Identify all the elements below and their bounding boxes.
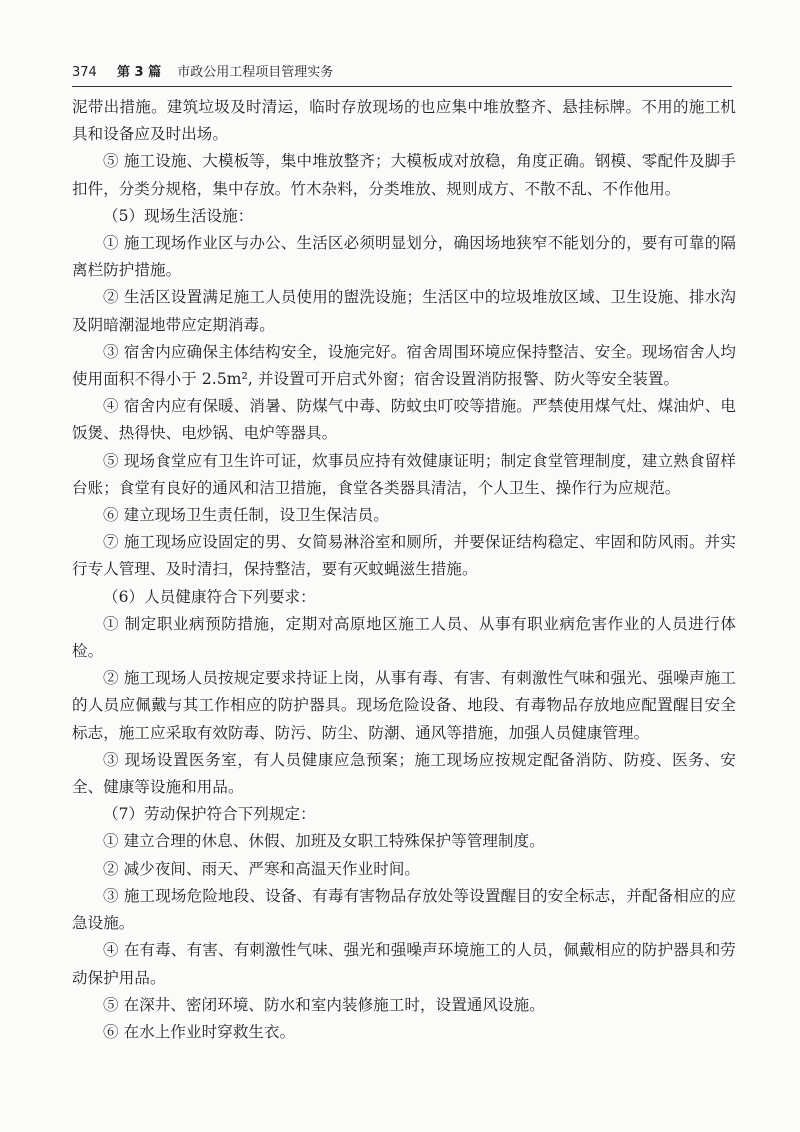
paragraph: ② 施工现场人员按规定要求持证上岗，从事有毒、有害、有刺激性气味和强光、强噪声施工的人员应佩戴与其工作相应的防护器具。现场危险设备、地段、有毒物品存放地应配置醒目安全标志，施工应采取有效防毒、防污、防尘、防潮、通风等措施，加强人员健康管理。	[72, 669, 736, 742]
paragraph: 泥带出措施。建筑垃圾及时清运，临时存放现场的也应集中堆放整齐、悬挂标牌。不用的施工机具和设备应及时出场。	[72, 98, 736, 144]
paragraph: （5）现场生活设施：	[103, 206, 254, 225]
paragraph: （7）劳动保护符合下列规定：	[103, 805, 316, 824]
running-header	[72, 62, 732, 84]
body-text	[72, 94, 736, 1046]
paragraph: ④ 宿舍内应有保暖、消暑、防煤气中毒、防蚊虫叮咬等措施。严禁使用煤气灶、煤油炉、电饭煲、热得快、电炒锅、电炉等器具。	[72, 397, 736, 443]
paragraph: （6）人员健康符合下列要求：	[103, 587, 316, 606]
paragraph: ⑤ 在深井、密闭环境、防水和室内装修施工时，设置通风设施。	[103, 995, 545, 1014]
header-divider	[72, 86, 732, 87]
paragraph: ⑥ 在水上作业时穿救生衣。	[103, 1022, 296, 1041]
book-title: 市政公用工程项目管理实务	[177, 65, 334, 80]
paragraph: ⑤ 施工设施、大模板等，集中堆放整齐；大模板成对放稳，角度正确。钢模、零配件及脚手扣件，分类分规格，集中存放。竹木杂料，分类堆放、规则成方、不散不乱、不作他用。	[72, 152, 736, 198]
paragraph: ⑥ 建立现场卫生责任制，设卫生保洁员。	[103, 506, 389, 525]
part-label: 第 3 篇	[116, 65, 162, 80]
paragraph: ③ 现场设置医务室，有人员健康应急预案；施工现场应按规定配备消防、防疫、医务、安全、健康等设施和用品。	[72, 750, 736, 797]
paragraph: ③ 施工现场危险地段、设备、有毒有害物品存放处等设置醒目的安全标志，并配备相应的应急设施。	[72, 886, 736, 933]
paragraph: ① 施工现场作业区与办公、生活区必须明显划分，确因场地狭窄不能划分的，要有可靠的隔离栏防护措施。	[72, 234, 736, 280]
paragraph: ② 减少夜间、雨天、严寒和高温天作业时间。	[103, 859, 421, 878]
paragraph: ⑦ 施工现场应设固定的男、女简易淋浴室和厕所，并要保证结构稳定、牢固和防风雨。并实行专人管理、及时清扫，保持整洁，要有灭蚊蝇滋生措施。	[72, 533, 736, 579]
page-number: 374	[72, 65, 97, 80]
paragraph: ① 制定职业病预防措施，定期对高原地区施工人员、从事有职业病危害作业的人员进行体检。	[72, 614, 736, 661]
paragraph: ④ 在有毒、有害、有刺激性气味、强光和强噪声环境施工的人员，佩戴相应的防护器具和劳动保护用品。	[72, 941, 736, 987]
paragraph: ③ 宿舍内应确保主体结构安全，设施完好。宿舍周围环境应保持整洁、安全。现场宿舍人均使用面积不得小于 2.5m², 并设置可开启式外窗；宿舍设置消防报警、防火等安全装置。	[72, 342, 736, 389]
paragraph: ① 建立合理的休息、休假、加班及女职工特殊保护等管理制度。	[103, 832, 545, 851]
paragraph: ⑤ 现场食堂应有卫生许可证，炊事员应持有效健康证明；制定食堂管理制度，建立熟食留样台账；食堂有良好的通风和洁卫措施，食堂各类器具清洁，个人卫生、操作行为应规范。	[72, 451, 736, 497]
paragraph: ② 生活区设置满足施工人员使用的盥洗设施；生活区中的垃圾堆放区域、卫生设施、排水沟及阴暗潮湿地带应定期消毒。	[72, 288, 736, 334]
